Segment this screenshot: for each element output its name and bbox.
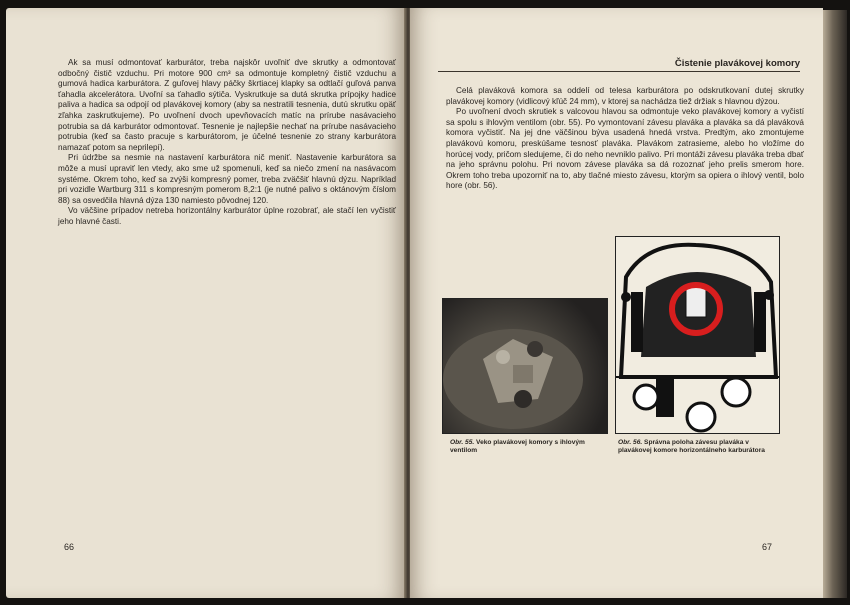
carburetor-lid-photo-icon xyxy=(443,299,607,433)
figure-55-photo xyxy=(442,298,608,434)
figure-caption-text: Správna poloha závesu plaváka v plavákovej komore horizontálneho karburátora xyxy=(618,439,765,455)
right-page-text xyxy=(446,86,804,192)
paragraph: Vo väčšine prípadov netreba horizontálny karburátor úplne rozobrať, ale stačí len vyčistiť jeho hlavné časti. xyxy=(58,206,396,226)
figure-label: Obr. 56. xyxy=(618,439,643,446)
left-page xyxy=(6,8,406,598)
left-page-text xyxy=(58,58,396,228)
paragraph: Ak sa musí odmontovať karburátor, treba najskôr uvoľniť dve skrutky a odmontovať odbočný čistič vzduchu. Pri motore 900 cm³ sa odmontuje kompletný čistič vzduchu a gumová hadica karburátora. Z guľovej hlavy páčky škrtiacej klapky sa odtlačí guľová panva ťahadla akcelerátora. Uvoľní sa ťahadlo sýtiča. Vyskrutkuje sa dutá skrutka prípojky hadice paliva a hadica sa odpojí od plavákovej komory (aby sa nestratili tesnenia, dutú skrutku opäť zľahka zaskrutkujeme). Po uvoľnení dvoch upevňovacích matíc na prírube nasávacieho potrubia sa dá karburátor odmontovať. Tesnenie je najlepšie nechať na prírube nasávacieho potrubia (keď sa často pracuje s karburátorom, je účelné tesnenie zo strany karburátora namazať potom sa neprilepí). xyxy=(58,58,396,152)
figure-56-caption xyxy=(618,439,778,455)
figure-55-caption xyxy=(450,439,600,455)
paragraph: Po uvoľnení dvoch skrutiek s valcovou hlavou sa odmontuje veko plavákovej komory a vyčistí sa spolu s ihlovým ventilom (obr. 55). Po vymontovaní závesu plaváka a plaváka sa dá plaváková komora vyčistiť. Na jej dne väčšinou býva usadená hnedá vrstva. Predtým, ako zmontujeme plavákovú komoru, preskúšame tesnosť plaváka. Plavákom zatrasieme, alebo ho vložíme do horúcej vody, pričom sledujeme, či do neho nevniklo palivo. Pri montáži závesu plaváka treba dbať na jeho správnu polohu. Pri novom závese plaváka sa dá rozoznať jeho prelis smerom hore. Okrem toho treba upozorniť na to, aby tlačné miesto závesu, ktorým sa opiera o ihlový ventil, bolo hore (obr. 56). xyxy=(446,107,804,191)
page-number: 67 xyxy=(762,542,773,552)
float-chamber-drawing-icon xyxy=(616,237,779,433)
figure-caption-text: Veko plavákovej komory s ihlovým ventilom xyxy=(450,439,585,455)
page-number: 66 xyxy=(64,542,75,552)
section-header: Čistenie plavákovej komory xyxy=(438,58,800,72)
paragraph: Pri údržbe sa nesmie na nastavení karburátora nič meniť. Nastavenie karburátora sa môže a musí upraviť len vtedy, ako sme už spomenuli, keď sa niečo zmení na nasávacom systéme. Okrem toho, keď sa zvýši kompresný pomer, treba zväčšiť hlavnú dýzu. Napríklad pri vozidle Wartburg 311 s kompresným pomerom 8,2:1 (je nutné palivo s oktánovým číslom 88) sa osvedčila hlavná dýza 130 namiesto pôvodnej 120. xyxy=(58,153,396,205)
paragraph: Celá plaváková komora sa oddelí od telesa karburátora po odskrutkovaní dutej skrutky plavákovej komory (vidlicový kľúč 24 mm), v ktorej sa nachádza tiež držiak s hlavnou dýzou. xyxy=(446,86,804,106)
right-page xyxy=(410,8,823,598)
figure-label: Obr. 55. xyxy=(450,439,475,446)
book-edge xyxy=(823,10,847,598)
figure-56-drawing xyxy=(615,236,780,434)
